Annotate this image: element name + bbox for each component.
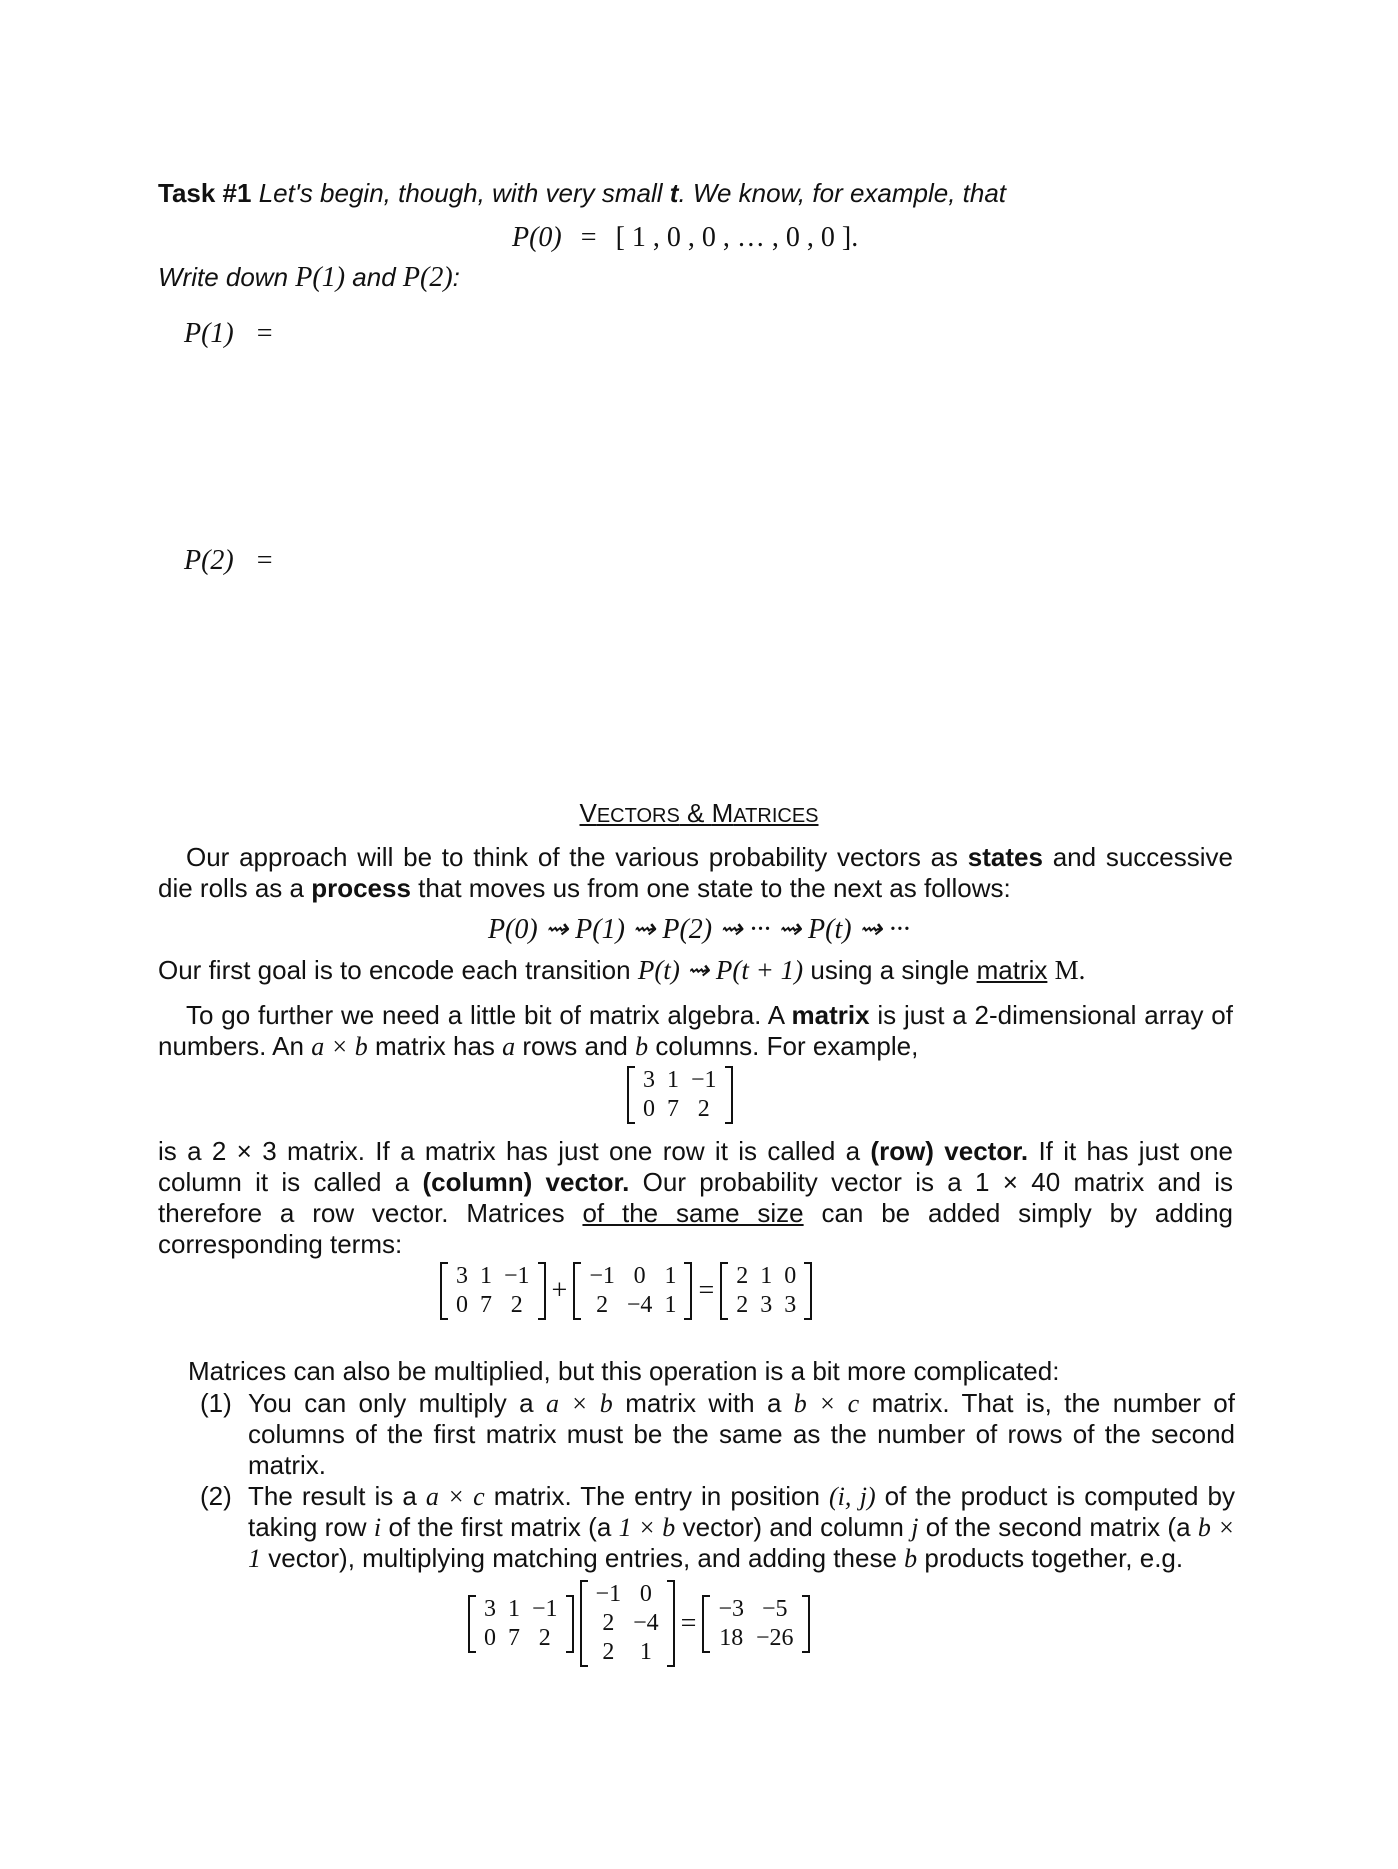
matrix-M: M.: [1054, 955, 1086, 985]
matrix-cell: 2: [602, 1639, 615, 1665]
matrix-cell: −1: [691, 1067, 717, 1093]
paragraph-goal: Our first goal is to encode each transition P(t) ⇝ P(t + 1) using a single matrix M.: [158, 955, 1086, 985]
product-matrix-c: [702, 1595, 809, 1653]
task-line: [158, 178, 1258, 209]
addition-matrix-a: [440, 1262, 546, 1320]
matrix-cell: 0: [784, 1263, 797, 1289]
matrix-cell: 18: [719, 1624, 744, 1651]
example-matrix-equation: [627, 1066, 733, 1124]
p2-answer-label: [184, 545, 273, 577]
matrix-cell: −4: [633, 1610, 659, 1636]
task-label: Task #1: [158, 178, 252, 208]
matrix-cell: 2: [697, 1096, 710, 1122]
p0-eq: =: [580, 222, 597, 253]
term-same-size: of the same size: [582, 1198, 804, 1228]
matrix-cell: −1: [595, 1581, 622, 1607]
write-and: and: [352, 262, 396, 292]
section-title: [0, 798, 1398, 832]
plus-sign: +: [551, 1275, 568, 1306]
matrix-cell: 3: [643, 1067, 655, 1093]
term-matrix: matrix: [791, 1000, 870, 1030]
state-chain: P(0) ⇝ P(1) ⇝ P(2) ⇝ ··· ⇝ P(t) ⇝ ···: [487, 914, 911, 945]
section-title-text: VECTORS & MATRICES: [579, 798, 819, 828]
matrix-cell: 3: [484, 1595, 496, 1622]
product-equation: [468, 1580, 810, 1667]
matrix-cell: −4: [626, 1292, 653, 1318]
matrix-cell: −5: [761, 1595, 788, 1622]
addition-equation: [440, 1262, 812, 1320]
matrix-cell: 0: [639, 1581, 652, 1607]
task-var-t: t: [669, 178, 679, 208]
addition-matrix-c: [720, 1262, 812, 1320]
rule-number-2: (2): [200, 1481, 232, 1511]
matrix-cell: 3: [456, 1263, 468, 1289]
matrix-cell: 7: [667, 1096, 679, 1122]
matrix-cell: 2: [736, 1292, 749, 1318]
matrix-cell: 1: [667, 1067, 679, 1093]
matrix-cell: 7: [480, 1292, 492, 1318]
p1-label: P(1): [184, 318, 234, 349]
product-matrix-a: [468, 1595, 574, 1653]
matrix-cell: 0: [633, 1263, 646, 1289]
matrix-cell: 7: [508, 1624, 520, 1651]
write-down-line: [158, 262, 460, 293]
matrix-cell: 2: [596, 1292, 609, 1318]
term-matrix-link: matrix: [976, 955, 1048, 985]
addition-matrix-b: [573, 1262, 692, 1320]
write-p2: P(2): [402, 262, 453, 293]
matrix-cell: 2: [736, 1263, 749, 1289]
p0-rhs: [ 1 , 0 , 0 , … , 0 , 0 ].: [615, 222, 859, 253]
example-matrix: [627, 1066, 733, 1124]
write-down-text: Write down: [158, 262, 289, 292]
write-p1: P(1): [295, 262, 346, 293]
matrix-cell: 1: [508, 1595, 520, 1622]
transition-expr: P(t) ⇝ P(t + 1): [637, 955, 804, 985]
matrix-cell: 1: [760, 1263, 773, 1289]
product-equals: =: [680, 1607, 697, 1639]
matrix-cell: 1: [664, 1292, 677, 1318]
matrix-cell: 2: [538, 1624, 551, 1651]
p1-answer-label: [184, 318, 273, 350]
matrix-cell: −26: [755, 1624, 794, 1651]
matrix-cell: 0: [484, 1624, 496, 1651]
product-matrix-b: [580, 1580, 675, 1667]
p0-lhs: P(0): [512, 222, 562, 253]
p1-eq: =: [256, 318, 273, 349]
matrix-cell: 2: [510, 1292, 523, 1318]
matrix-cell: 1: [480, 1263, 492, 1289]
rule-item-2: (2) The result is a a × c matrix. The entry in position (i, j) of the product is computed by taking row i of the first matrix (a 1 × b vector) and column j of the second matrix (a b × 1 vector), multiplying matching entries, and adding these b products together, e.g.: [200, 1481, 1235, 1573]
matrix-cell: −1: [532, 1595, 558, 1622]
matrix-cell: 0: [643, 1096, 655, 1122]
matrix-cell: −1: [589, 1263, 615, 1289]
addition-equals: =: [698, 1275, 715, 1306]
matrix-cell: 2: [602, 1610, 615, 1636]
rule-number-1: (1): [200, 1388, 232, 1418]
rule-item-1: (1) You can only multiply a a × b matrix with a b × c matrix. That is, the number of columns of the first matrix must be the same as the number of rows of the second matrix.: [200, 1388, 1235, 1480]
paragraph-vectors: is a 2 × 3 matrix. If a matrix has just one row it is called a (row) vector. If it has just one column it is called a (column) vector. Our probability vector is a 1 × 40 matrix and is therefore a row vector. Matrices of the same size can be added simply by adding corresponding terms:: [158, 1136, 1234, 1259]
p0-equation: [512, 222, 858, 254]
paragraph-matrix-def: To go further we need a little bit of matrix algebra. A matrix is just a 2-dimensional array of numbers. An a × b matrix has a rows and b columns. For example,: [158, 1000, 1233, 1061]
task-intro: Let's begin, though, with very small: [258, 178, 663, 208]
term-states: states: [967, 842, 1043, 872]
paragraph-states: Our approach will be to think of the various probability vectors as states and successive die rolls as a process that moves us from one state to the next as follows:: [158, 842, 1233, 903]
matrix-cell: 0: [456, 1292, 468, 1318]
term-row-vector: (row) vector.: [870, 1136, 1029, 1166]
term-process: process: [311, 873, 411, 903]
matrix-cell: 3: [784, 1292, 797, 1318]
matrix-cell: −1: [504, 1263, 530, 1289]
matrix-cell: 3: [760, 1292, 773, 1318]
matrix-cell: 1: [664, 1263, 677, 1289]
paragraph-multiply: Matrices can also be multiplied, but this operation is a bit more complicated:: [188, 1356, 1060, 1386]
matrix-cell: 1: [639, 1639, 652, 1665]
p2-eq: =: [256, 545, 273, 576]
p2-label: P(2): [184, 545, 234, 576]
multiplication-rules: [200, 1388, 1235, 1574]
matrix-cell: −3: [718, 1595, 744, 1622]
task-intro-end: . We know, for example, that: [678, 178, 1007, 208]
term-column-vector: (column) vector.: [422, 1167, 630, 1197]
write-colon: :: [452, 262, 460, 292]
